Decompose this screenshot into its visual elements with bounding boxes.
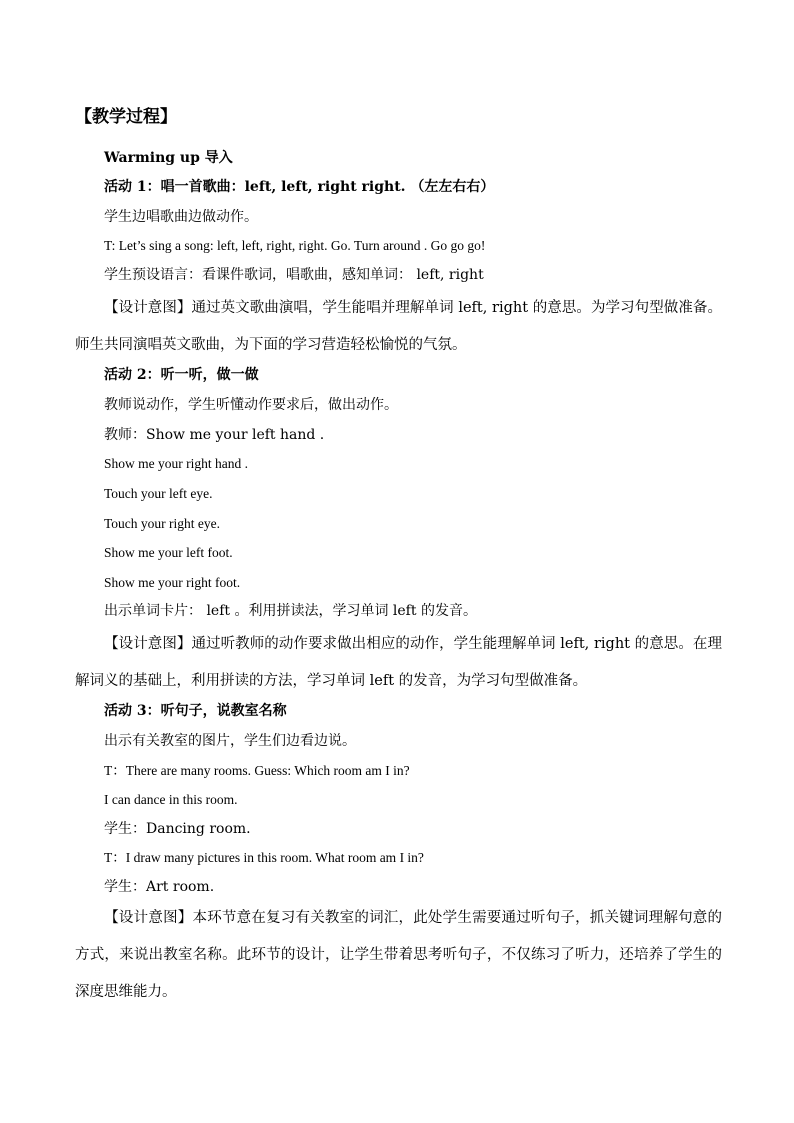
activity-3-line-2: T：There are many rooms. Guess: Which room am I in? — [104, 763, 410, 778]
activity-2-line-8: 出示单词卡片： left 。利用拼读法，学习单词 left 的发音。 — [104, 603, 477, 619]
activity-3-design-text: 【设计意图】本环节意在复习有关教室的词汇，此处学生需要通过听句子，抓关键词理解句意的方式，来说出教室名称。此环节的设计，让学生带着思考听句子，不仅练习了听力，还培养了学生的深度思维能力。 — [75, 910, 722, 1000]
activity-2-line-7: Show me your right foot. — [104, 575, 241, 590]
activity-1-line-1: 学生边唱歌曲边做动作。 — [104, 209, 258, 225]
activity-3-line-5: T：I draw many pictures in this room. What room am I in? — [104, 850, 424, 865]
activity-1-line-3: 学生预设语言：看课件歌词，唱歌曲，感知单词： left, right — [104, 267, 484, 283]
activity-2-line-1: 教师说动作，学生听懂动作要求后，做出动作。 — [104, 397, 398, 413]
activity-3-design-intent — [75, 900, 722, 1011]
activity-1-title: 活动 1：唱一首歌曲：left, left, right right. （左左右右） — [104, 179, 495, 195]
activity-2-line-2: 教师：Show me your left hand . — [104, 427, 325, 443]
activity-3-line-6: 学生：Art room. — [104, 879, 215, 895]
section-heading: 【教学过程】 — [75, 107, 177, 127]
activity-2-design-intent — [75, 626, 722, 700]
activity-3-title: 活动 3：听句子，说教室名称 — [104, 703, 287, 719]
warmup-title: Warming up 导入 — [104, 150, 233, 166]
activity-1-design-intent — [75, 290, 722, 364]
activity-3-line-1: 出示有关教室的图片，学生们边看边说。 — [104, 733, 356, 749]
activity-3-line-4: 学生：Dancing room. — [104, 821, 251, 837]
activity-2-title: 活动 2：听一听，做一做 — [104, 367, 259, 383]
activity-2-line-3: Show me your right hand . — [104, 456, 248, 471]
activity-2-design-text: 【设计意图】通过听教师的动作要求做出相应的动作，学生能理解单词 left, right 的意思。在理解词义的基础上，利用拼读的方法，学习单词 left 的发音，为学习句型做准备。 — [75, 636, 722, 689]
activity-2-line-6: Show me your left foot. — [104, 545, 233, 560]
activity-2-line-4: Touch your left eye. — [104, 486, 213, 501]
activity-2-line-5: Touch your right eye. — [104, 516, 221, 531]
activity-3-line-3: I can dance in this room. — [104, 792, 238, 807]
activity-1-design-text: 【设计意图】通过英文歌曲演唱，学生能唱并理解单词 left, right 的意思。为学习句型做准备。师生共同演唱英文歌曲，为下面的学习营造轻松愉悦的气氛。 — [75, 300, 722, 353]
activity-1-line-2: T: Let’s sing a song: left, left, right, right. Go. Turn around . Go go go! — [104, 238, 486, 253]
